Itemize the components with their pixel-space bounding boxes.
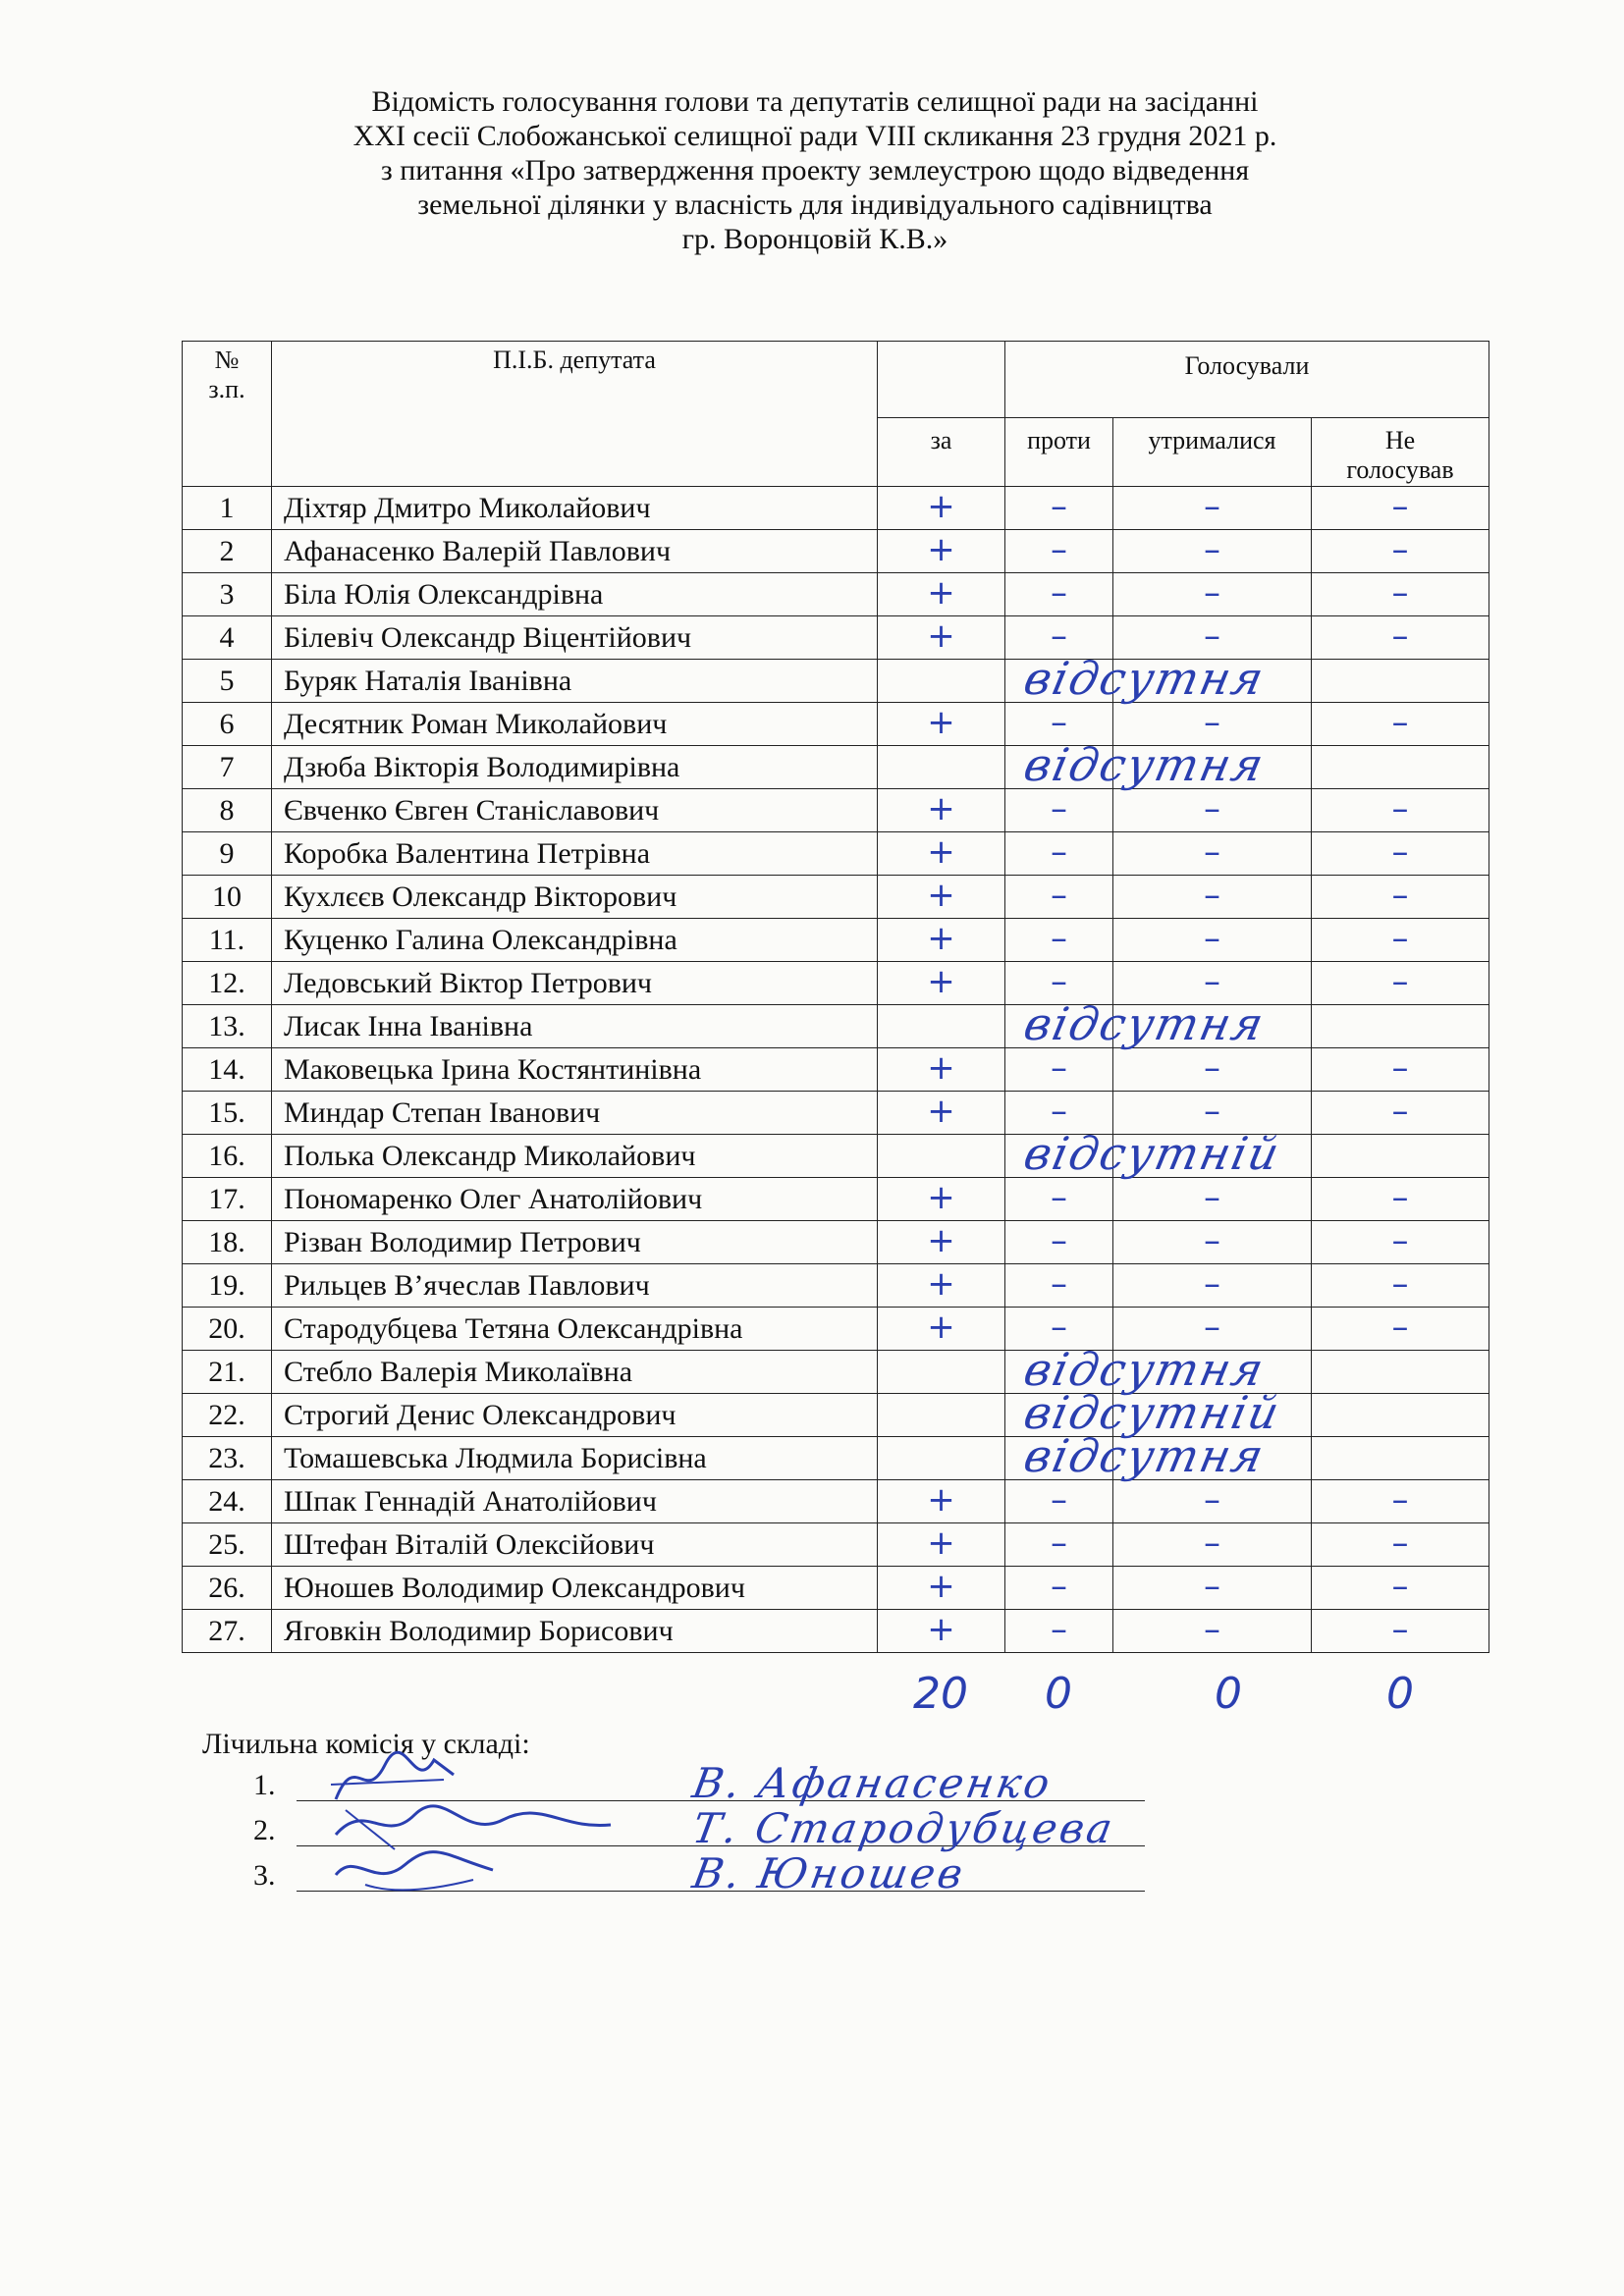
vote-mark-against: – — [1051, 1263, 1067, 1304]
signature-scribble — [326, 1836, 503, 1904]
vote-mark-against: – — [1051, 1220, 1067, 1260]
table-row — [183, 1178, 1489, 1221]
for-cell — [878, 1610, 1005, 1653]
header-abstained — [1113, 418, 1312, 487]
title-line-5: гр. Воронцовій К.В.» — [681, 223, 948, 255]
vote-mark-abstained: – — [1204, 615, 1220, 656]
vote-mark-not-voted: – — [1391, 572, 1409, 613]
vote-mark-abstained: – — [1204, 961, 1220, 1001]
table-row — [183, 789, 1489, 832]
header-against-label: проти — [1027, 426, 1091, 454]
vote-mark-abstained: – — [1204, 572, 1220, 613]
for-cell — [878, 530, 1005, 573]
member-number: 1. — [253, 1769, 276, 1801]
table-row — [183, 616, 1489, 660]
abstained-cell — [1113, 573, 1312, 616]
not-voted-cell — [1312, 1523, 1489, 1567]
table-row — [183, 1610, 1489, 1653]
vote-mark-for: + — [927, 1263, 955, 1304]
vote-mark-not-voted: – — [1391, 1091, 1409, 1131]
deputy-name: Томашевська Людмила Борисівна — [272, 1437, 878, 1480]
absent-note: відсутній — [1019, 1127, 1286, 1180]
row-number: 6 — [183, 703, 272, 746]
absent-note: відсутня — [1019, 738, 1271, 791]
vote-mark-against: – — [1051, 1307, 1067, 1347]
table-row — [183, 832, 1489, 876]
not-voted-cell — [1312, 1610, 1489, 1653]
for-cell — [878, 1480, 1005, 1523]
member-number: 3. — [253, 1859, 276, 1892]
for-cell — [878, 652, 1271, 705]
against-cell — [1005, 1480, 1113, 1523]
row-number: 10 — [183, 876, 272, 919]
row-number: 15. — [183, 1092, 272, 1135]
row-number: 9 — [183, 832, 272, 876]
vote-mark-against: – — [1051, 702, 1067, 742]
abstained-cell — [1113, 1610, 1312, 1653]
vote-mark-against: – — [1051, 615, 1067, 656]
header-for — [878, 418, 1005, 487]
not-voted-cell — [1312, 660, 1489, 703]
deputy-name: Рильцев В’ячеслав Павлович — [272, 1264, 878, 1308]
for-cell — [878, 1429, 1271, 1482]
header-name — [272, 342, 878, 487]
deputy-name: Шпак Геннадій Анатолійович — [272, 1480, 878, 1523]
vote-mark-for: + — [927, 788, 955, 828]
absent-note: відсутній — [1019, 1386, 1286, 1439]
not-voted-cell — [1312, 962, 1489, 1005]
table-row — [183, 573, 1489, 616]
vote-mark-against: – — [1051, 1609, 1067, 1649]
not-voted-cell — [1312, 919, 1489, 962]
against-cell — [1005, 1221, 1113, 1264]
vote-mark-not-voted: – — [1391, 831, 1409, 872]
vote-mark-abstained: – — [1204, 1566, 1220, 1606]
row-number: 18. — [183, 1221, 272, 1264]
against-cell — [1005, 1523, 1113, 1567]
abstained-cell — [1113, 1048, 1312, 1092]
vote-mark-not-voted: – — [1391, 875, 1409, 915]
deputy-name: Афанасенко Валерій Павлович — [272, 530, 878, 573]
abstained-cell — [1113, 1264, 1312, 1308]
for-cell — [878, 1127, 1286, 1180]
abstained-cell — [1113, 487, 1312, 530]
row-number: 21. — [183, 1351, 272, 1394]
vote-mark-against: – — [1051, 1479, 1067, 1520]
against-cell — [1005, 832, 1113, 876]
vote-mark-not-voted: – — [1391, 1263, 1409, 1304]
vote-mark-against: – — [1051, 1091, 1067, 1131]
vote-mark-for: + — [927, 875, 955, 915]
row-number: 14. — [183, 1048, 272, 1092]
header-name-label: П.І.Б. депутата — [493, 346, 656, 374]
not-voted-cell — [1312, 487, 1489, 530]
deputy-name: Ледовський Віктор Петрович — [272, 962, 878, 1005]
vote-mark-for: + — [927, 1220, 955, 1260]
not-voted-cell — [1312, 1567, 1489, 1610]
vote-mark-not-voted: – — [1391, 1307, 1409, 1347]
abstained-cell — [1113, 876, 1312, 919]
table-row — [183, 1480, 1489, 1523]
vote-mark-for: + — [927, 1479, 955, 1520]
not-voted-cell — [1312, 1178, 1489, 1221]
for-cell — [878, 1264, 1005, 1308]
vote-mark-abstained: – — [1204, 788, 1220, 828]
row-number: 17. — [183, 1178, 272, 1221]
not-voted-cell — [1312, 789, 1489, 832]
vote-mark-abstained: – — [1204, 486, 1220, 526]
deputy-name: Яговкін Володимир Борисович — [272, 1610, 878, 1653]
for-cell — [878, 703, 1005, 746]
vote-mark-abstained: – — [1204, 529, 1220, 569]
vote-mark-for: + — [927, 831, 955, 872]
absent-note: відсутня — [1019, 997, 1271, 1050]
not-voted-cell — [1312, 1264, 1489, 1308]
vote-mark-not-voted: – — [1391, 1609, 1409, 1649]
for-cell — [878, 962, 1005, 1005]
voting-table — [182, 341, 1489, 1653]
deputy-name: Білевіч Олександр Віцентійович — [272, 616, 878, 660]
member-name: В. Юношев — [688, 1849, 970, 1897]
vote-mark-not-voted: – — [1391, 1220, 1409, 1260]
vote-mark-against: – — [1051, 529, 1067, 569]
vote-mark-not-voted: – — [1391, 615, 1409, 656]
against-cell — [1005, 1610, 1113, 1653]
not-voted-cell — [1312, 616, 1489, 660]
row-number: 2 — [183, 530, 272, 573]
row-number: 7 — [183, 746, 272, 789]
abstained-cell — [1113, 1221, 1312, 1264]
deputy-name: Буряк Наталія Іванівна — [272, 660, 878, 703]
table-row — [183, 876, 1489, 919]
against-cell — [1005, 919, 1113, 962]
vote-mark-abstained: – — [1204, 831, 1220, 872]
abstained-cell — [1113, 832, 1312, 876]
vote-mark-for: + — [927, 1522, 955, 1563]
total-against: 0 — [1045, 1669, 1072, 1719]
vote-mark-abstained: – — [1204, 1307, 1220, 1347]
vote-mark-not-voted: – — [1391, 918, 1409, 958]
for-cell — [878, 1343, 1271, 1396]
row-number: 22. — [183, 1394, 272, 1437]
row-number: 12. — [183, 962, 272, 1005]
header-number-label: № з.п. — [208, 346, 245, 403]
against-cell — [1005, 789, 1113, 832]
for-cell — [878, 1048, 1005, 1092]
total-for: 20 — [913, 1669, 968, 1719]
commission-label: Лічильна комісія у складі: — [202, 1728, 530, 1760]
header-empty — [878, 342, 1005, 418]
row-number: 16. — [183, 1135, 272, 1178]
row-number: 4 — [183, 616, 272, 660]
vote-mark-against: – — [1051, 961, 1067, 1001]
for-cell — [878, 1092, 1005, 1135]
vote-mark-for: + — [927, 1091, 955, 1131]
row-number: 3 — [183, 573, 272, 616]
not-voted-cell — [1312, 1135, 1489, 1178]
deputy-name: Біла Юлія Олександрівна — [272, 573, 878, 616]
abstained-cell — [1113, 1567, 1312, 1610]
title-line-4: земельної ділянки у власність для індивідуального садівництва — [417, 188, 1213, 221]
vote-mark-not-voted: – — [1391, 1479, 1409, 1520]
header-for-label: за — [930, 426, 952, 454]
abstained-cell — [1113, 919, 1312, 962]
not-voted-cell — [1312, 530, 1489, 573]
vote-mark-against: – — [1051, 918, 1067, 958]
deputy-name: Миндар Степан Іванович — [272, 1092, 878, 1135]
against-cell — [1005, 530, 1113, 573]
row-number: 23. — [183, 1437, 272, 1480]
header-not-voted — [1312, 418, 1489, 487]
vote-mark-abstained: – — [1204, 1522, 1220, 1563]
vote-mark-not-voted: – — [1391, 788, 1409, 828]
vote-mark-abstained: – — [1204, 1047, 1220, 1088]
vote-mark-abstained: – — [1204, 1263, 1220, 1304]
row-number: 20. — [183, 1308, 272, 1351]
row-number: 11. — [183, 919, 272, 962]
title-line-3: з питання «Про затвердження проекту землеустрою щодо відведення — [380, 154, 1250, 187]
not-voted-cell — [1312, 746, 1489, 789]
for-cell — [878, 1523, 1005, 1567]
deputy-name: Стебло Валерія Миколаївна — [272, 1351, 878, 1394]
table-row — [183, 660, 1489, 703]
not-voted-cell — [1312, 876, 1489, 919]
total-not-voted: 0 — [1386, 1669, 1414, 1719]
vote-mark-for: + — [927, 572, 955, 613]
against-cell — [1005, 1048, 1113, 1092]
header-number — [183, 342, 272, 487]
vote-mark-against: – — [1051, 572, 1067, 613]
row-number: 26. — [183, 1567, 272, 1610]
vote-mark-abstained: – — [1204, 1609, 1220, 1649]
vote-mark-against: – — [1051, 1566, 1067, 1606]
for-cell — [878, 919, 1005, 962]
vote-mark-abstained: – — [1204, 875, 1220, 915]
vote-mark-against: – — [1051, 486, 1067, 526]
vote-mark-for: + — [927, 529, 955, 569]
row-number: 8 — [183, 789, 272, 832]
absent-note: відсутня — [1019, 1429, 1271, 1482]
deputy-name: Пономаренко Олег Анатолійович — [272, 1178, 878, 1221]
row-number: 27. — [183, 1610, 272, 1653]
table-row — [183, 1351, 1489, 1394]
for-cell — [878, 789, 1005, 832]
against-cell — [1005, 1264, 1113, 1308]
against-cell — [1005, 487, 1113, 530]
not-voted-cell — [1312, 1308, 1489, 1351]
vote-mark-not-voted: – — [1391, 1522, 1409, 1563]
not-voted-cell — [1312, 1221, 1489, 1264]
for-cell — [878, 1567, 1005, 1610]
vote-mark-against: – — [1051, 788, 1067, 828]
vote-mark-abstained: – — [1204, 1177, 1220, 1217]
deputy-name: Стародубцева Тетяна Олександрівна — [272, 1308, 878, 1351]
for-cell — [878, 616, 1005, 660]
against-cell — [1005, 876, 1113, 919]
vote-mark-not-voted: – — [1391, 1177, 1409, 1217]
deputy-name: Діхтяр Дмитро Миколайович — [272, 487, 878, 530]
table-row — [183, 962, 1489, 1005]
vote-mark-for: + — [927, 615, 955, 656]
not-voted-cell — [1312, 832, 1489, 876]
vote-mark-for: + — [927, 486, 955, 526]
table-row — [183, 1264, 1489, 1308]
deputy-name: Кухлєєв Олександр Вікторович — [272, 876, 878, 919]
vote-mark-against: – — [1051, 831, 1067, 872]
not-voted-cell — [1312, 1437, 1489, 1480]
vote-mark-not-voted: – — [1391, 1047, 1409, 1088]
counting-commission — [202, 1728, 1184, 1900]
row-number: 25. — [183, 1523, 272, 1567]
vote-mark-abstained: – — [1204, 1091, 1220, 1131]
for-cell — [878, 1178, 1005, 1221]
vote-mark-against: – — [1051, 1522, 1067, 1563]
vote-mark-not-voted: – — [1391, 529, 1409, 569]
vote-mark-not-voted: – — [1391, 702, 1409, 742]
member-name: Т. Стародубцева — [688, 1804, 1119, 1852]
table-row — [183, 487, 1489, 530]
table-row — [183, 1092, 1489, 1135]
for-cell — [878, 997, 1271, 1050]
against-cell — [1005, 573, 1113, 616]
row-number: 1 — [183, 487, 272, 530]
row-number: 13. — [183, 1005, 272, 1048]
deputy-name: Полька Олександр Миколайович — [272, 1135, 878, 1178]
for-cell — [878, 1386, 1286, 1439]
absent-note: відсутня — [1019, 1343, 1271, 1396]
document-title — [226, 84, 1404, 256]
vote-mark-for: + — [927, 702, 955, 742]
total-abstained: 0 — [1215, 1669, 1242, 1719]
vote-mark-against: – — [1051, 1177, 1067, 1217]
table-row — [183, 919, 1489, 962]
vote-mark-not-voted: – — [1391, 486, 1409, 526]
table-row — [183, 1437, 1489, 1480]
not-voted-cell — [1312, 1394, 1489, 1437]
deputy-name: Юношев Володимир Олександрович — [272, 1567, 878, 1610]
abstained-cell — [1113, 1178, 1312, 1221]
vote-mark-against: – — [1051, 1047, 1067, 1088]
for-cell — [878, 573, 1005, 616]
member-number: 2. — [253, 1814, 276, 1846]
not-voted-cell — [1312, 573, 1489, 616]
table-row — [183, 1005, 1489, 1048]
deputy-name: Євченко Євген Станіславович — [272, 789, 878, 832]
vote-mark-for: + — [927, 1307, 955, 1347]
deputy-name: Штефан Віталій Олексійович — [272, 1523, 878, 1567]
for-cell — [878, 832, 1005, 876]
deputy-name: Різван Володимир Петрович — [272, 1221, 878, 1264]
deputy-name: Дзюба Вікторія Володимирівна — [272, 746, 878, 789]
table-row — [183, 530, 1489, 573]
deputy-name: Коробка Валентина Петрівна — [272, 832, 878, 876]
vote-mark-for: + — [927, 961, 955, 1001]
row-number: 19. — [183, 1264, 272, 1308]
table-row — [183, 746, 1489, 789]
deputy-name: Маковецька Ірина Костянтинівна — [272, 1048, 878, 1092]
not-voted-cell — [1312, 1048, 1489, 1092]
table-row — [183, 1523, 1489, 1567]
vote-mark-abstained: – — [1204, 918, 1220, 958]
vote-mark-abstained: – — [1204, 702, 1220, 742]
for-cell — [878, 876, 1005, 919]
deputy-name: Лисак Інна Іванівна — [272, 1005, 878, 1048]
not-voted-cell — [1312, 1351, 1489, 1394]
abstained-cell — [1113, 530, 1312, 573]
not-voted-cell — [1312, 1092, 1489, 1135]
header-voted-label: Голосували — [1184, 351, 1310, 380]
row-number: 5 — [183, 660, 272, 703]
not-voted-cell — [1312, 1480, 1489, 1523]
deputy-name: Строгий Денис Олександрович — [272, 1394, 878, 1437]
table-body — [183, 487, 1489, 1653]
not-voted-cell — [1312, 703, 1489, 746]
table-row — [183, 1308, 1489, 1351]
vote-mark-for: + — [927, 1609, 955, 1649]
row-number: 24. — [183, 1480, 272, 1523]
vote-mark-for: + — [927, 1566, 955, 1606]
not-voted-cell — [1312, 1005, 1489, 1048]
vote-mark-abstained: – — [1204, 1479, 1220, 1520]
abstained-cell — [1113, 1523, 1312, 1567]
table-row — [183, 1135, 1489, 1178]
header-voted — [1005, 342, 1489, 418]
vote-mark-for: + — [927, 1177, 955, 1217]
for-cell — [878, 1221, 1005, 1264]
deputy-name: Десятник Роман Миколайович — [272, 703, 878, 746]
table-row — [183, 703, 1489, 746]
for-cell — [878, 487, 1005, 530]
against-cell — [1005, 1178, 1113, 1221]
member-name: В. Афанасенко — [688, 1759, 1056, 1807]
header-not-voted-label: Не голосував — [1346, 426, 1454, 484]
title-line-2: XXI сесії Слобожанської селищної ради VIII скликання 23 грудня 2021 р. — [352, 120, 1277, 152]
for-cell — [878, 1308, 1005, 1351]
absent-note: відсутня — [1019, 652, 1271, 705]
abstained-cell — [1113, 1480, 1312, 1523]
header-against — [1005, 418, 1113, 487]
deputy-name: Куценко Галина Олександрівна — [272, 919, 878, 962]
commission-member — [202, 1849, 1184, 1900]
table-row — [183, 1567, 1489, 1610]
vote-mark-against: – — [1051, 875, 1067, 915]
abstained-cell — [1113, 789, 1312, 832]
vote-mark-not-voted: – — [1391, 1566, 1409, 1606]
table-row — [183, 1394, 1489, 1437]
title-line-1: Відомість голосування голови та депутатів селищної ради на засіданні — [371, 85, 1259, 118]
against-cell — [1005, 1567, 1113, 1610]
vote-mark-for: + — [927, 1047, 955, 1088]
for-cell — [878, 738, 1271, 791]
table-row — [183, 1048, 1489, 1092]
vote-mark-not-voted: – — [1391, 961, 1409, 1001]
table-row — [183, 1221, 1489, 1264]
vote-mark-abstained: – — [1204, 1220, 1220, 1260]
vote-mark-for: + — [927, 918, 955, 958]
header-abstained-label: утрималися — [1148, 426, 1276, 454]
